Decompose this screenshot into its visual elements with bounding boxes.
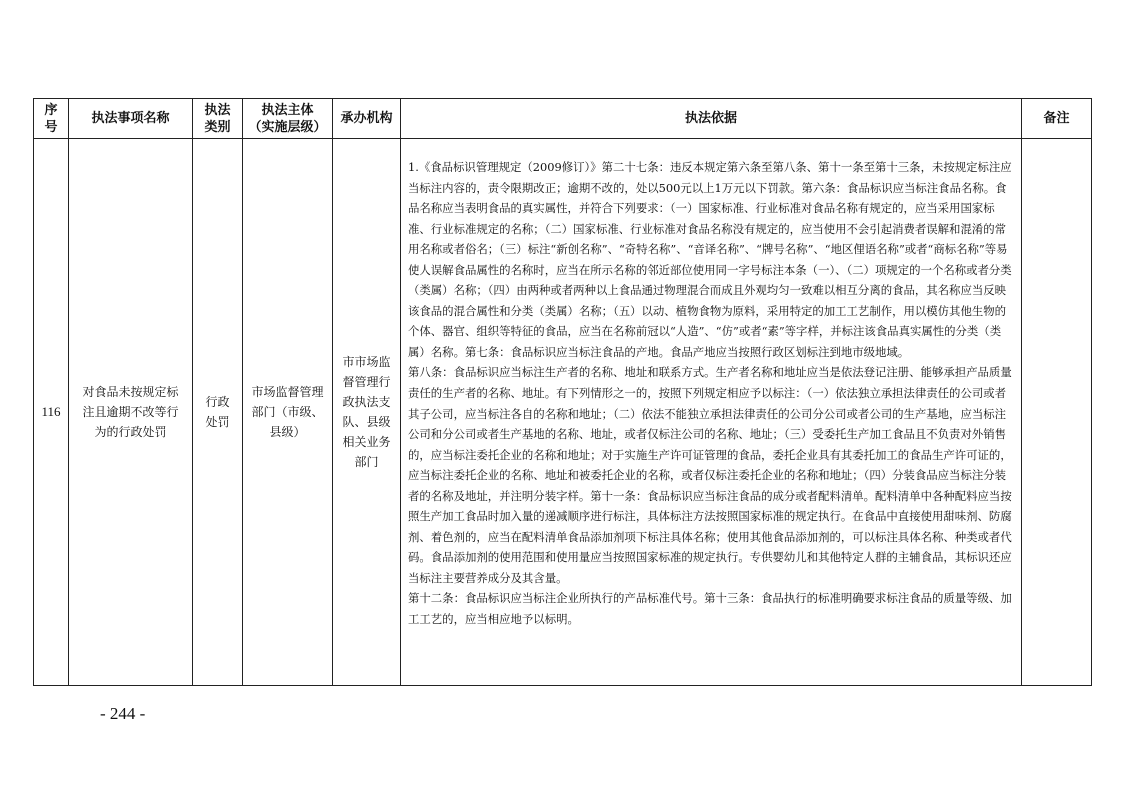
cell-item-name: 对食品未按规定标注且逾期不改等行为的行政处罚 [69,139,193,686]
basis-paragraph: 第八条：食品标识应当标注生产者的名称、地址和联系方式。生产者名称和地址应当是依法登记注册、能够承担产品质量责任的生产者的名称、地址。有下列情形之一的，按照下列规定相应予以标注：（一）依法独立承担法律责任的公司或者其子公司，应当标注各自的名称和地址；（二）依法不能独立承担法律责任的公司分公司或者公司的生产基地，应当标注公司和分公司或者生产基地的名称、地址，或者仅标注公司的名称、地址；（三）受委托生产加工食品且不负责对外销售的，应当标注委托企业的名称和地址；对于实施生产许可证管理的食品，委托企业具有其委托加工的食品生产许可证的，应当标注委托企业的名称、地址和被委托企业的名称，或者仅标注委托企业的名称和地址；（四）分装食品应当标注分装者的名称及地址，并注明分装字样。第十一条：食品标识应当标注食品的成分或者配料清单。配料清单中各种配料应当按照生产加工食品时加入量的递减顺序进行标注，具体标注方法按照国家标准的规定执行。在食品中直接使用甜味剂、防腐剂、着色剂的，应当在配料清单食品添加剂项下标注具体名称；使用其他食品添加剂的，可以标注具体名称、种类或者代码。食品添加剂的使用范围和使用量应当按照国家标准的规定执行。专供婴幼儿和其他特定人群的主辅食品，其标识还应当标注主要营养成分及其含量。 [408,365,1012,585]
header-basis: 执法依据 [401,99,1022,139]
enforcement-table [33,98,1092,686]
cell-subject: 市场监督管理部门（市级、县级） [243,139,333,686]
cell-basis [401,139,1022,686]
cell-index: 116 [34,139,69,686]
cell-agency: 市市场监督管理行政执法支队、县级相关业务部门 [333,139,401,686]
basis-paragraph: 1.《食品标识管理规定（2009修订）》第二十七条：违反本规定第六条至第八条、第十一条至第十三条，未按规定标注应当标注内容的，责令限期改正；逾期不改的，处以500元以上1万元以下罚款。第六条：食品标识应当标注食品名称。食品名称应当表明食品的真实属性，并符合下列要求：（一）国家标准、行业标准对食品名称有规定的，应当采用国家标准、行业标准规定的名称；（二）国家标准、行业标准对食品名称没有规定的，应当使用不会引起消费者误解和混淆的常用名称或者俗名；（三）标注“新创名称”、“奇特名称”、“音译名称”、“牌号名称”、“地区俚语名称”或者“商标名称”等易使人误解食品属性的名称时，应当在所示名称的邻近部位使用同一字号标注本条（一）、（二）项规定的一个名称或者分类（类属）名称；（四）由两种或者两种以上食品通过物理混合而成且外观均匀一致难以相互分离的食品，其名称应当反映该食品的混合属性和分类（类属）名称；（五）以动、植物食物为原料，采用特定的加工工艺制作，用以模仿其他生物的个体、器官、组织等特征的食品，应当在名称前冠以“人造”、“仿”或者“素”等字样，并标注该食品真实属性的分类（类属）名称。第七条：食品标识应当标注食品的产地。食品产地应当按照行政区划标注到地市级地域。 [408,160,1012,359]
table-row [34,139,1092,686]
cell-remark [1022,139,1092,686]
basis-paragraph: 第十二条：食品标识应当标注企业所执行的产品标准代号。第十三条：食品执行的标准明确要求标注食品的质量等级、加工工艺的，应当相应地予以标明。 [408,591,1012,627]
header-item-name: 执法事项名称 [69,99,193,139]
header-agency: 承办机构 [333,99,401,139]
header-remark: 备注 [1022,99,1092,139]
cell-category: 行政处罚 [193,139,243,686]
header-index: 序 号 [34,99,69,139]
header-row [34,99,1092,139]
header-subject: 执法主体 （实施层级） [243,99,333,139]
header-category: 执法 类别 [193,99,243,139]
page-number: - 244 - [100,704,146,723]
